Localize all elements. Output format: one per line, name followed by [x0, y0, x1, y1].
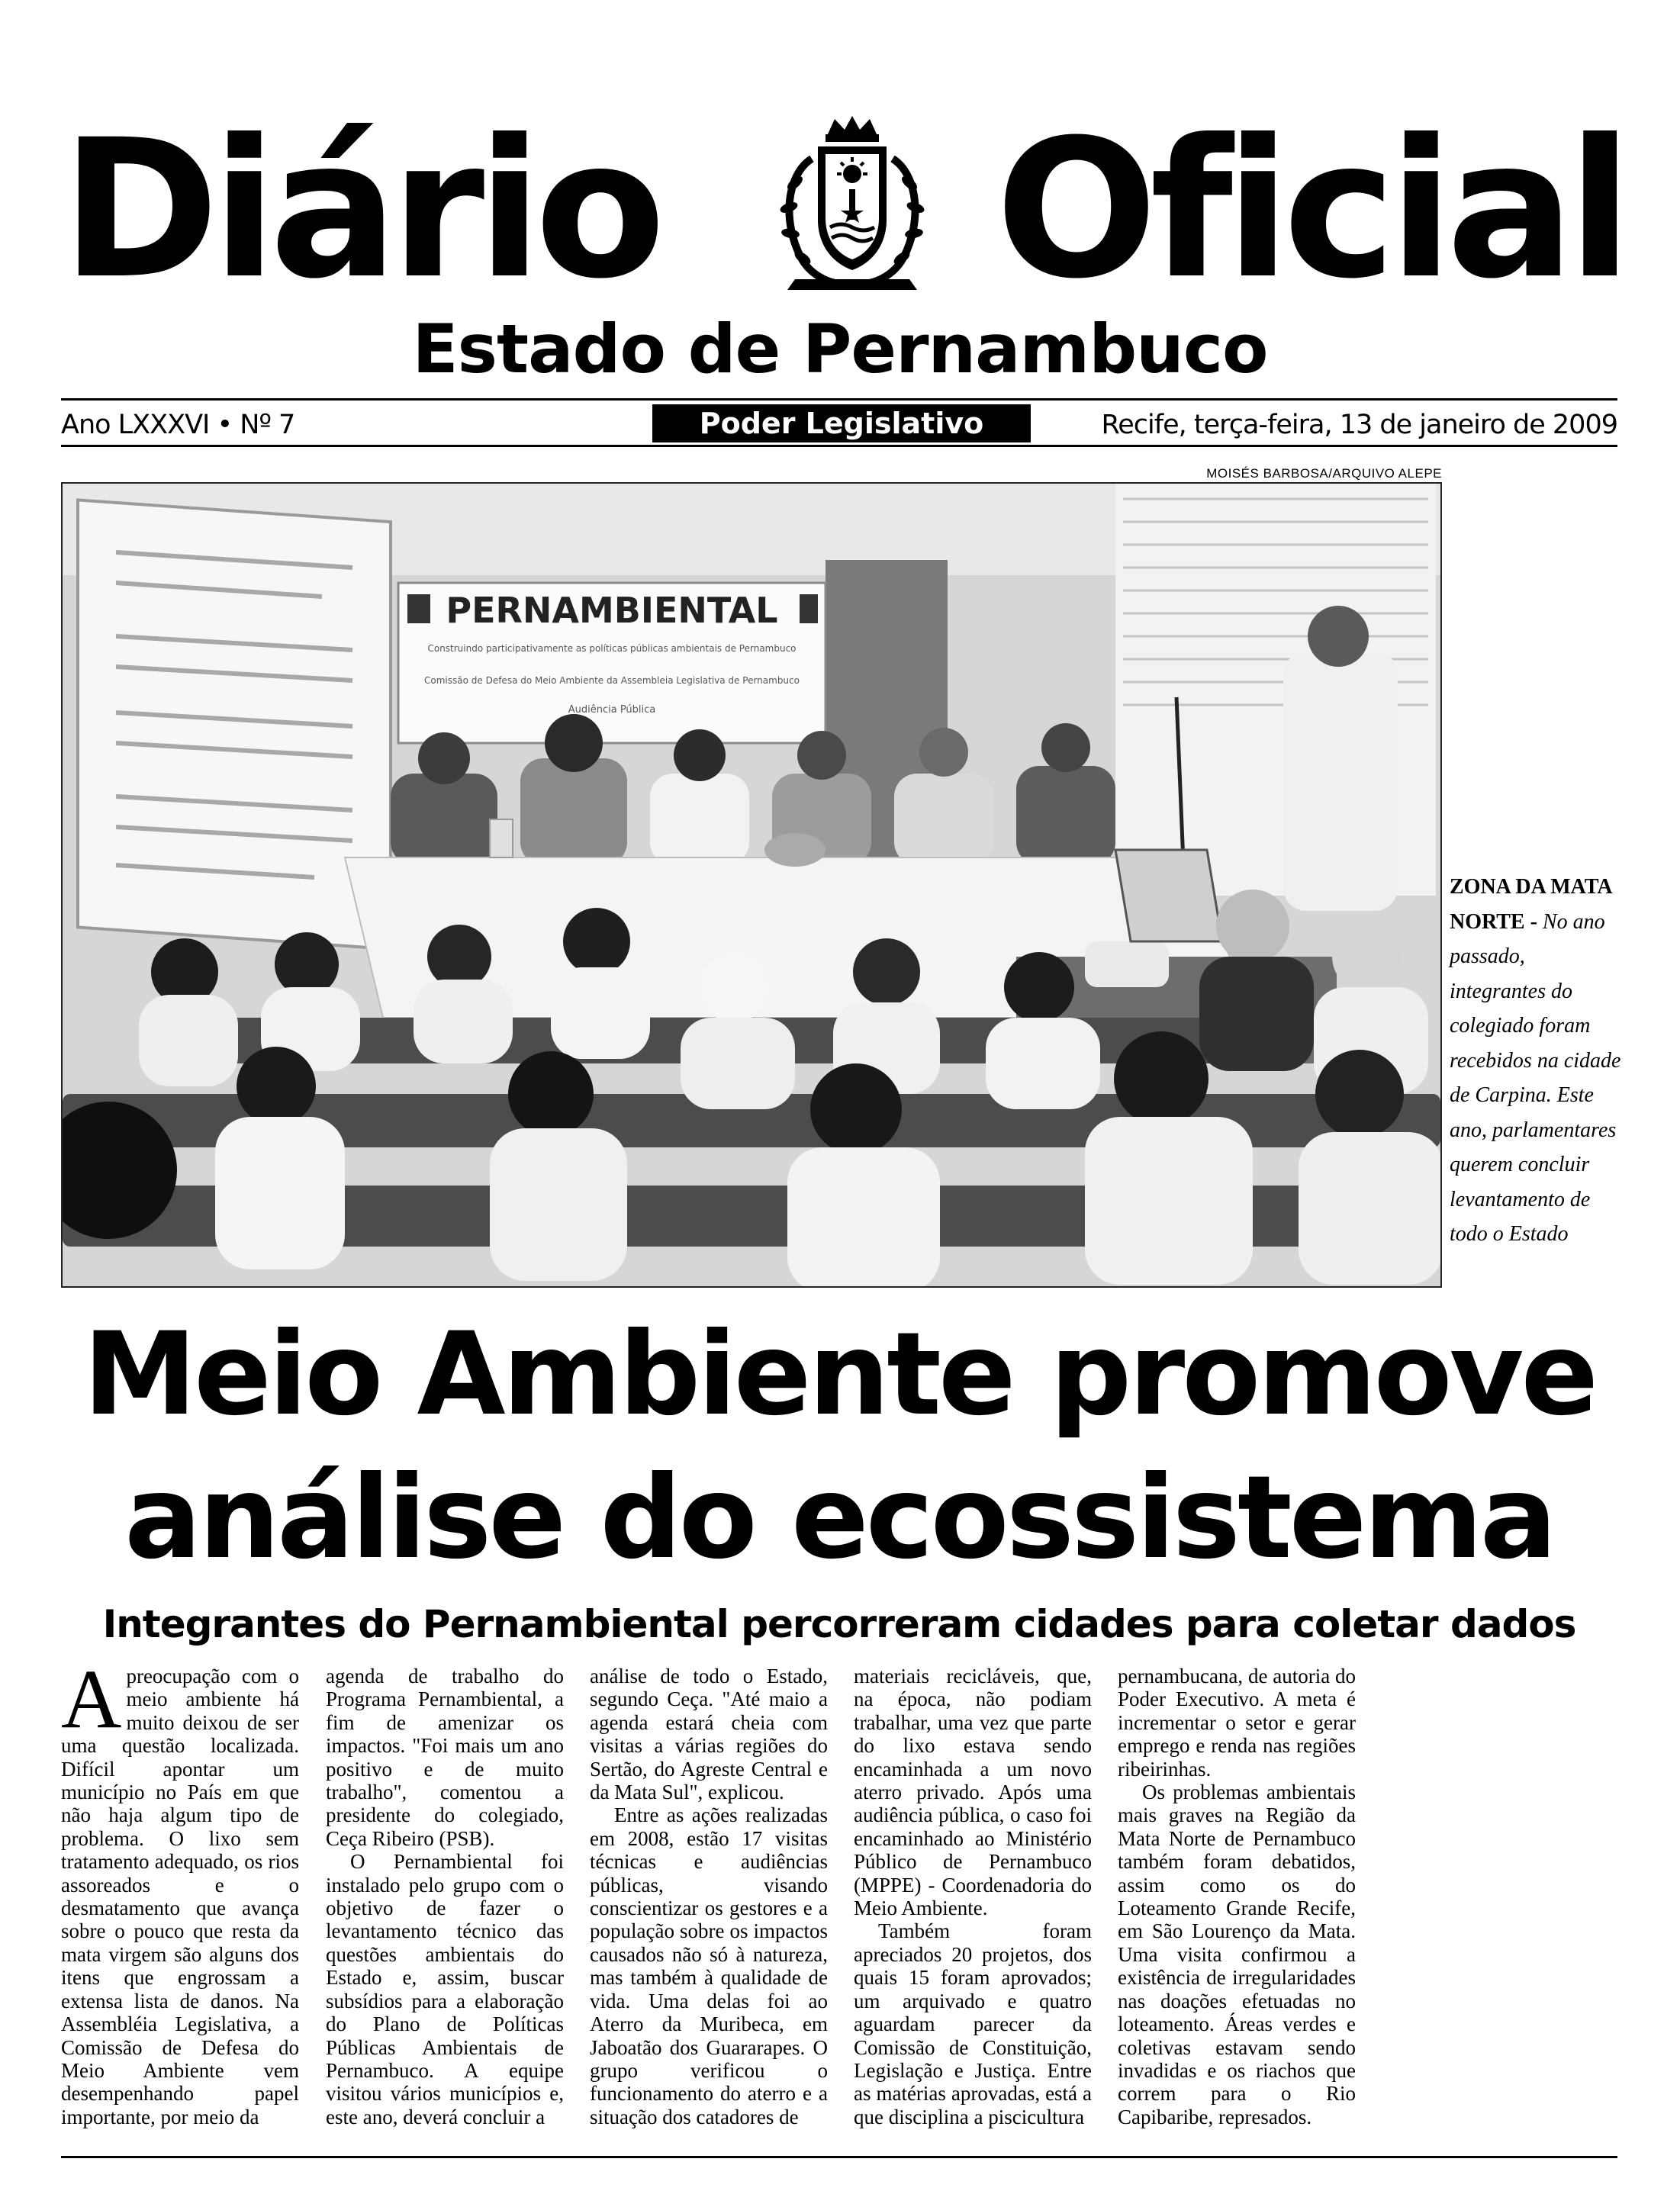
- article-column-1: [61, 1665, 299, 2150]
- section-badge: Poder Legislativo: [652, 404, 1031, 442]
- masthead: [61, 98, 1625, 320]
- banner-line-2: Comissão de Defesa do Meio Ambiente da Assembleia Legislativa de Pernambuco: [424, 675, 800, 686]
- drop-cap: A: [61, 1665, 122, 1745]
- masthead-title-left: Diário: [61, 98, 658, 320]
- banner-line-3: Audiência Pública: [568, 704, 656, 716]
- masthead-subtitle: Estado de Pernambuco: [412, 310, 1268, 388]
- article-column-6: [1382, 1665, 1620, 2150]
- subheadline: Integrantes do Pernambiental percorreram cidades para coletar dados: [102, 1602, 1576, 1646]
- headline: [61, 1303, 1617, 1590]
- article-paragraph-continued: agenda de trabalho do Programa Pernambiental, a fim de amenizar os impactos. "Foi mais um ano positivo e de muito trabalho", comentou a presidente do colegiado, Ceça Ribeiro (PSB).: [326, 1665, 564, 1850]
- masthead-rule-bottom: [61, 445, 1617, 447]
- article-paragraph: Entre as ações realizadas em 2008, estão 17 visitas técnicas e audiências públicas, visando conscientizar os gestores e a população sobre os impactos causados não só à natureza, mas também à qualidade de vida. Uma delas foi ao Aterro da Muribeca, em Jaboatão dos Guararapes. O grupo verificou o funcionamento do aterro e a situação dos catadores de: [590, 1803, 828, 2128]
- headline-line-1: Meio Ambiente promove: [82, 1308, 1596, 1441]
- footer-rule: [61, 2156, 1617, 2158]
- article-paragraph-continued: materiais recicláveis, que, na época, não podiam trabalhar, uma vez que parte do lixo estava sendo encaminhada a um novo aterro privado. Após uma audiência pública, o caso foi encaminhado ao Ministério Público de Pernambuco (MPPE) - Coordenadoria do Meio Ambiente.: [854, 1665, 1092, 1920]
- projection-screen: [78, 500, 391, 949]
- issue-date: Recife, terça-feira, 13 de janeiro de 2009: [1101, 410, 1617, 440]
- article-paragraph-continued: análise de todo o Estado, segundo Ceça. "Até maio a agenda estará cheia com visitas a várias regiões do Sertão, do Agreste Central e da Mata Sul", explicou.: [590, 1665, 828, 1804]
- issue-number: Ano LXXXVI • Nº 7: [61, 410, 295, 440]
- article-column-2: [326, 1665, 564, 2150]
- masthead-title-right: Oficial: [995, 98, 1625, 320]
- photo-caption: [1450, 870, 1625, 1252]
- article-column-4: [854, 1665, 1092, 2150]
- coat-of-arms-icon: [742, 113, 963, 296]
- article-paragraph: O Pernambiental foi instalado pelo grupo com o objetivo de fazer o levantamento técnico das questões ambientais do Estado e, assim, buscar subsídios para a elaboração do Plano de Políticas Públicas Ambientais de Pernambuco. A equipe visitou vários municípios e, este ano, deverá concluir a: [326, 1850, 564, 2128]
- article-paragraph: Os problemas ambientais mais graves na Região da Mata Norte de Pernambuco também foram debatidos, assim como os do Loteamento Grande Recife, em São Lourenço da Mata. Uma visita confirmou a existência de irregularidades nas doações efetuadas no loteamento. Áreas verdes e coletivas estavam sendo invadidas e os riachos que correm para o Rio Capibaribe, represados.: [1118, 1781, 1356, 2128]
- masthead-rule-top: [61, 398, 1617, 401]
- banner-line-1: Construindo participativamente as políticas públicas ambientais de Pernambuco: [427, 643, 797, 654]
- banner-title: PERNAMBIENTAL: [446, 590, 778, 631]
- article-paragraph-continued: pernambucana, de autoria do Poder Executivo. A meta é incrementar o setor e gerar emprego e renda nas regiões ribeirinhas.: [1118, 1665, 1356, 1781]
- article-column-5: [1118, 1665, 1356, 2150]
- caption-body: No ano passado, integrantes do colegiado foram recebidos na cidade de Carpina. Este ano, parlamentares querem concluir levantamento de todo o Estado: [1450, 909, 1621, 1246]
- news-photo: [61, 482, 1442, 1288]
- article-paragraph: Apreocupação com o meio ambiente há muito deixou de ser uma questão localizada. Difícil apontar um município no País em que não haja algum tipo de problema. O lixo sem tratamento adequado, os rios assoreados e o desmatamento que avança sobre o pouco que resta da mata virgem são alguns dos itens que engrossam a extensa lista de danos. Na Assembléia Legislativa, a Comissão de Defesa do Meio Ambiente vem desempenhando papel importante, por meio da: [61, 1665, 299, 2128]
- article-column-3: [590, 1665, 828, 2150]
- pernambiental-banner: [398, 583, 826, 743]
- photo-credit: MOISÉS BARBOSA/ARQUIVO ALEPE: [1206, 466, 1442, 481]
- caption-head: ZONA DA MATA NORTE -: [1450, 875, 1612, 934]
- article-paragraph: Também foram apreciados 20 projetos, dos quais 15 foram aprovados; um arquivado e quatro aguardam parecer da Comissão de Constituição, Legislação e Justiça. Entre as matérias aprovadas, está a que disciplina a piscicultura: [854, 1919, 1092, 2128]
- headline-line-2: análise do ecossistema: [124, 1452, 1554, 1585]
